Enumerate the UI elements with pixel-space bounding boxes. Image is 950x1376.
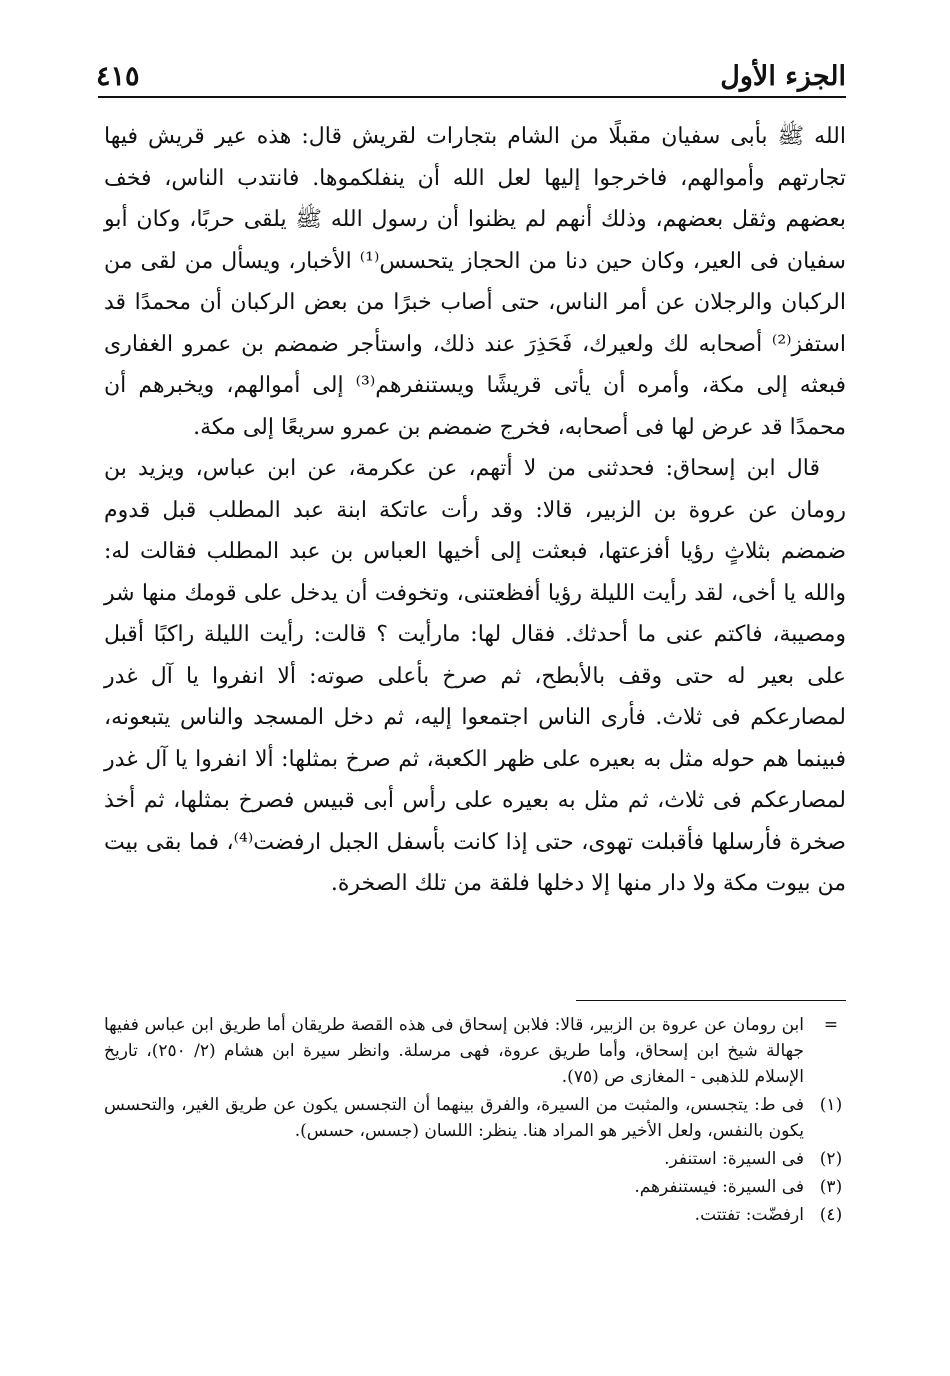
body-paragraph: قال ابن إسحاق: فحدثنى من لا أتهم، عن عكرمة، عن ابن عباس، ويزيد بن رومان عن عروة بن الزبير، قالا: وقد رأت عاتكة ابنة عبد المطلب قبل قدوم ضمضم بثلاثٍ رؤيا أفزعتها، فبعثت إلى أخيها العباس بن عبد المطلب فقالت له: والله يا أخى، لقد رأيت الليلة رؤيا أفظعتنى، وتخوفت أن يدخل على قومك منها شر ومصيبة، فاكتم عنى ما أحدثك. فقال لها: مارأيت ؟ قالت: رأيت الليلة راكبًا أقبل على بعير له حتى وقف بالأبطح، ثم صرخ بأعلى صوته: ألا انفروا يا آل غدر لمصارعكم فى ثلاث. فأرى الناس اجتمعوا إليه، ثم دخل المسجد والناس يتبعونه، فبينما هم حوله مثل به بعيره على ظهر الكعبة، ثم صرخ بمثلها: ألا انفروا يا آل غدر لمصارعكم فى ثلاث، ثم مثل به بعيره على رأس أبى قبيس فصرخ بمثلها، ثم أخذ صخرة فأرسلها فأقبلت تهوى، حتى إذا كانت بأسفل الجبل ارفضت⁽⁴⁾، فما بقى بيت من بيوت مكة ولا دار منها إلا دخلها فلقة من تلك الصخرة. <box>104 456 846 896</box>
footnotes <box>104 1012 846 1230</box>
footnote <box>104 1146 846 1172</box>
footnote-mark: = <box>823 1015 839 1035</box>
body-paragraph: الله ﷺ بأبى سفيان مقبلًا من الشام بتجارات لقريش قال: هذه عير قريش فيها تجارتهم وأموالهم، فاخرجوا إليها لعل الله أن ينفلكموها. فانتدب الناس، فخف بعضهم وثقل بعضهم، وذلك أنهم لم يظنوا أن رسول الله ﷺ يلقى حربًا، وكان أبو سفيان فى العير، وكان حين دنا من الحجاز يتحسس⁽¹⁾ الأخبار، ويسأل من لقى من الركبان والرجلان عن أمر الناس، حتى أصاب خبرًا من بعض الركبان أن محمدًا قد استفز⁽²⁾ أصحابه لك ولعيرك، فَحَذِرَ عند ذلك، واستأجر ضمضم بن عمرو الغفارى فبعثه إلى مكة، وأمره أن يأتى قريشًا ويستنفرهم⁽³⁾ إلى أموالهم، ويخبرهم أن محمدًا قد عرض لها فى أصحابه، فخرج ضمضم بن عمرو سريعًا إلى مكة. <box>104 124 846 440</box>
footnote <box>104 1202 846 1228</box>
footnote <box>104 1092 846 1144</box>
footnote-text: فى السيرة: استنفر. <box>664 1149 804 1169</box>
running-header-title: الجزء الأول <box>720 61 846 92</box>
header-rule <box>98 96 846 98</box>
footnote-mark: (٣) <box>819 1177 843 1197</box>
main-text <box>104 116 846 905</box>
footnote-mark: (٤) <box>819 1205 843 1225</box>
footnote-rule <box>576 1000 846 1001</box>
footnote <box>104 1012 846 1090</box>
footnote-text: فى ط: يتجسس، والمثبت من السيرة، والفرق بينهما أن التجسس يكون عن طريق الغير، والتحسس يكون بالنفس، ولعل الأخير هو المراد هنا. ينظر: اللسان (جسس، حسس). <box>104 1095 804 1141</box>
footnote <box>104 1174 846 1200</box>
footnote-mark: (١) <box>819 1095 843 1115</box>
footnote-text: ابن رومان عن عروة بن الزبير، قالا: فلابن إسحاق فى هذه القصة طريقان أما طريق ابن عباس ففيها جهالة شيخ ابن إسحاق، وأما طريق عروة، فهى مرسلة. وانظر سيرة ابن هشام (٢/ ٢٥٠)، تاريخ الإسلام للذهبى - المغازى ص (٧٥). <box>104 1015 804 1087</box>
footnote-text: فى السيرة: فيستنفرهم. <box>634 1177 804 1197</box>
footnote-mark: (٢) <box>819 1149 843 1169</box>
page-header <box>96 48 846 92</box>
page-number: ٤١٥ <box>96 61 140 92</box>
footnote-text: ارفضّت: تفتتت. <box>694 1205 804 1225</box>
